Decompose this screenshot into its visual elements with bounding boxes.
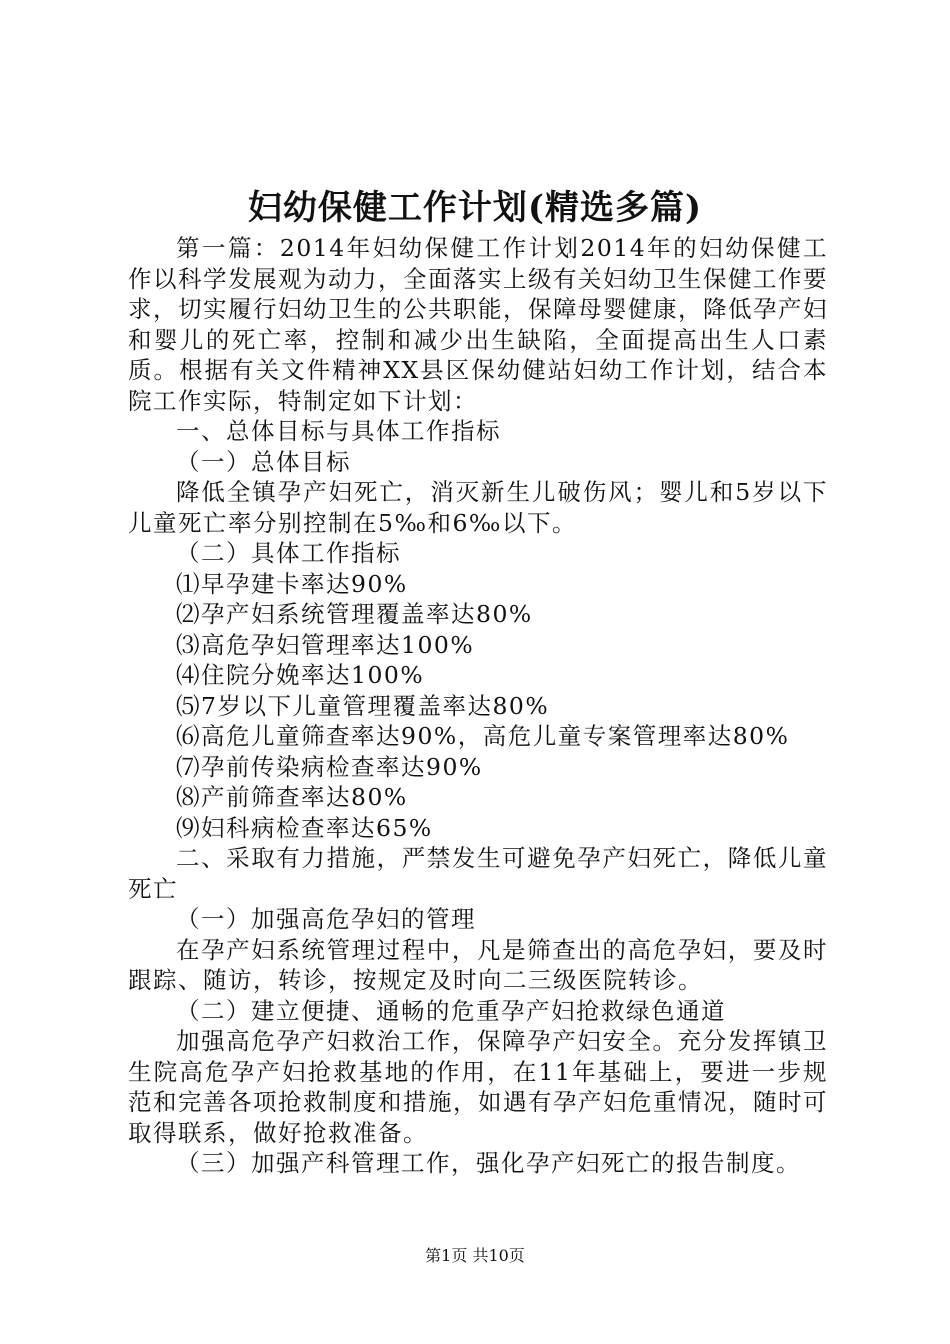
indicator-item: ⑴早孕建卡率达90% xyxy=(176,569,408,598)
indicator-item: ⑺孕前传染病检查率达90% xyxy=(176,752,483,781)
subheading-overall-goal: （一）总体目标 xyxy=(176,447,351,476)
indicator-item: ⑷住院分娩率达100% xyxy=(176,661,425,689)
indicator-item: ⑻产前筛查率达80% xyxy=(176,783,408,811)
subheading-green-channel: （二）建立便捷、通畅的危重孕产妇抢救绿色通道 xyxy=(176,996,726,1025)
document-body xyxy=(128,233,828,1179)
subheading-indicators: （二）具体工作指标 xyxy=(176,539,401,567)
document-title: 妇幼保健工作计划(精选多篇) xyxy=(247,188,703,228)
paragraph-intro: 第一篇：2014年妇幼保健工作计划2014年的妇幼保健工作以科学发展观为动力，全面落实上级有关妇幼卫生保健工作要求，切实履行妇幼卫生的公共职能，保障母婴健康，降低孕产妇和婴儿的死亡率，控制和减少出生缺陷，全面提高出生人口素质。根据有关文件精神XX县区保幼健站妇幼工作计划，结合本院工作实际，特制定如下计划： xyxy=(128,234,828,415)
indicator-item: ⑸7岁以下儿童管理覆盖率达80% xyxy=(176,691,550,720)
paragraph-high-risk: 在孕产妇系统管理过程中，凡是筛查出的高危孕妇，要及时跟踪、随访，转诊，按规定及时向二三级医院转诊。 xyxy=(128,935,828,994)
subheading-obstetrics: （三）加强产科管理工作，强化孕产妇死亡的报告制度。 xyxy=(176,1149,801,1177)
indicator-item: ⑵孕产妇系统管理覆盖率达80% xyxy=(176,600,533,628)
indicator-item: ⑼妇科病检查率达65% xyxy=(176,813,433,842)
page-footer: 第1页 共10页 xyxy=(425,1246,525,1265)
heading-section-1: 一、总体目标与具体工作指标 xyxy=(176,417,501,445)
heading-section-2: 二、采取有力措施，严禁发生可避免孕产妇死亡，降低儿童死亡 xyxy=(128,844,828,903)
indicator-item: ⑹高危儿童筛查率达90%，高危儿童专案管理率达80% xyxy=(176,722,790,750)
paragraph-overall-goal: 降低全镇孕产妇死亡，消灭新生儿破伤风；婴儿和5岁以下儿童死亡率分别控制在5‰和6‰以下。 xyxy=(128,478,828,537)
paragraph-green-channel: 加强高危孕产妇救治工作，保障孕产妇安全。充分发挥镇卫生院高危孕产妇抢救基地的作用，在11年基础上，要进一步规范和完善各项抢救制度和措施，如遇有孕产妇危重情况，随时可取得联系，做好抢救准备。 xyxy=(128,1027,828,1147)
indicator-item: ⑶高危孕妇管理率达100% xyxy=(176,630,475,659)
subheading-high-risk: （一）加强高危孕妇的管理 xyxy=(176,905,476,933)
